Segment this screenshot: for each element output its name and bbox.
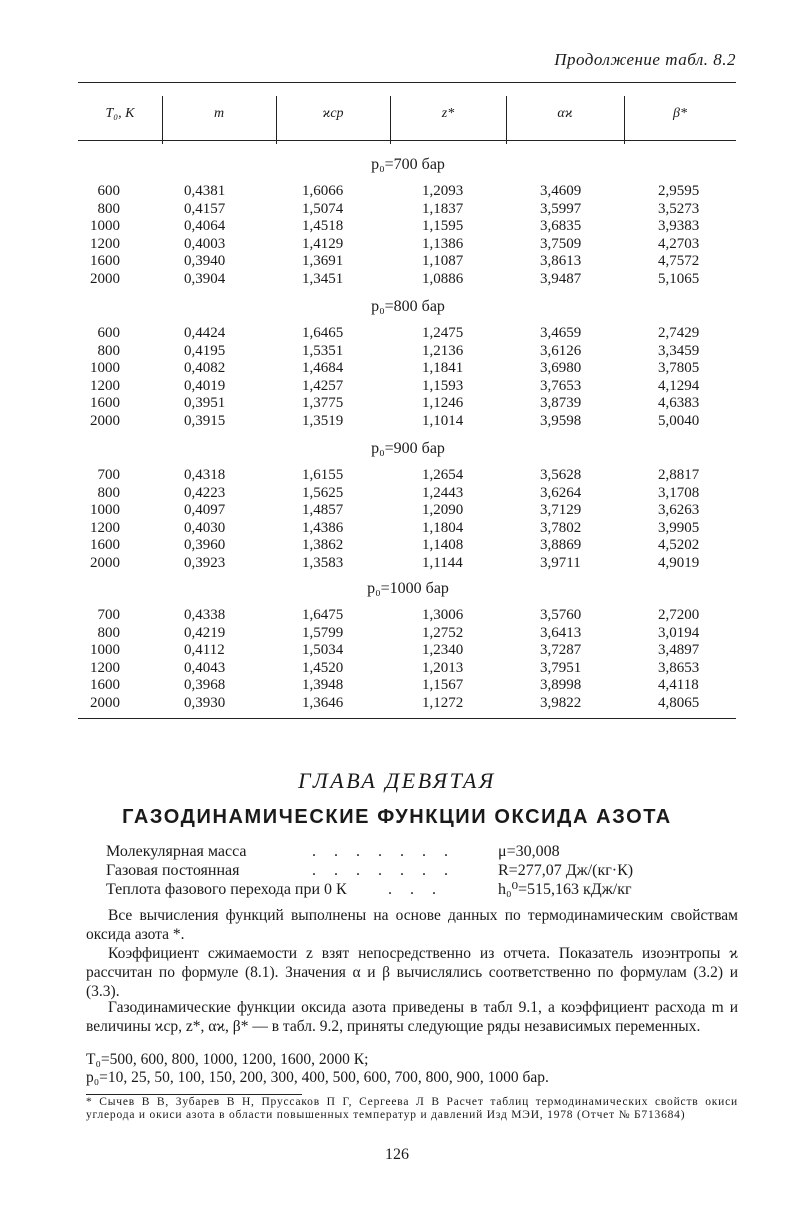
cell-beta-star: 4,2703 xyxy=(658,235,700,252)
cell-t0: 1000 xyxy=(90,218,120,235)
cell-z-star: 1,2475 xyxy=(422,325,464,341)
body-paragraph xyxy=(86,1050,738,1069)
table-header-rule xyxy=(78,140,736,141)
table-row xyxy=(78,659,736,677)
paragraph-text: Коэффициент сжимаемости z взят непосредственно из отчета. Показатель изоэнтропы ϰ рассчитан по формуле (8.1). Значения α и β вычислялись соответственно по формулам (3.2) и (3.3). xyxy=(86,945,738,1000)
cell-m: 0,4082 xyxy=(184,360,226,377)
cell-z-star: 1,2093 xyxy=(422,183,464,199)
property-value: h₀⁰=515,163 кДж/кг xyxy=(498,881,632,898)
cell-beta-star: 5,1065 xyxy=(658,271,700,287)
cell-z-star: 1,2340 xyxy=(422,642,464,659)
cell-kappa-avg: 1,4386 xyxy=(302,519,344,536)
cell-t0: 800 xyxy=(97,484,120,501)
cell-t0: 1000 xyxy=(90,502,120,519)
paragraph-text: Все вычисления функций выполнены на основе данных по термодинамическим свойствам оксида азота *. xyxy=(86,907,738,943)
cell-alpha-kappa: 3,9487 xyxy=(540,271,582,287)
header-beta-star: β* xyxy=(673,106,687,121)
table-row xyxy=(78,270,736,288)
cell-alpha-kappa: 3,5628 xyxy=(540,467,582,483)
cell-t0: 800 xyxy=(97,342,120,359)
cell-alpha-kappa: 3,5760 xyxy=(540,607,582,623)
table-row xyxy=(78,676,736,694)
cell-alpha-kappa: 3,7951 xyxy=(540,659,582,676)
cell-t0: 700 xyxy=(97,467,120,483)
property-value: μ=30,008 xyxy=(498,843,560,860)
cell-z-star: 1,2654 xyxy=(422,467,464,483)
cell-t0: 1200 xyxy=(90,235,120,252)
cell-kappa-avg: 1,4520 xyxy=(302,659,344,676)
cell-t0: 800 xyxy=(97,624,120,641)
cell-z-star: 1,1567 xyxy=(422,677,464,694)
cell-t0: 1200 xyxy=(90,377,120,394)
table-row xyxy=(78,519,736,537)
cell-kappa-avg: 1,5034 xyxy=(302,642,344,659)
table-row xyxy=(78,554,736,572)
table-row xyxy=(78,377,736,395)
cell-t0: 600 xyxy=(97,325,120,341)
cell-m: 0,3951 xyxy=(184,395,226,412)
footnote: * Сычев В В, Зубарев В Н, Пруссаков П Г, Сергеева Л В Расчет таблиц термодинамических свойств окиси углерода и окиси азота в области повышенных температур и давлений Изд МЭИ, 1978 (Отчет № Б713684) xyxy=(86,1096,738,1121)
cell-alpha-kappa: 3,4659 xyxy=(540,325,582,341)
cell-kappa-avg: 1,4857 xyxy=(302,502,344,519)
cell-beta-star: 3,4897 xyxy=(658,642,700,659)
body-paragraph xyxy=(86,1068,738,1087)
header-m: m xyxy=(213,106,225,121)
variable-series-p0: p₀=10, 25, 50, 100, 150, 200, 300, 400, 500, 600, 700, 800, 900, 1000 бар. xyxy=(86,1069,549,1086)
cell-kappa-avg: 1,3691 xyxy=(302,253,344,270)
cell-m: 0,3915 xyxy=(184,413,226,429)
table-header-row xyxy=(78,88,736,138)
cell-beta-star: 2,7200 xyxy=(658,607,700,623)
header-z-star: z* xyxy=(441,106,455,121)
cell-z-star: 1,1593 xyxy=(422,377,464,394)
chapter-title: ГЛАВА ДЕВЯТАЯ xyxy=(298,768,496,793)
cell-kappa-avg: 1,6155 xyxy=(302,467,344,483)
cell-kappa-avg: 1,3451 xyxy=(302,271,344,287)
variable-series-t0: T₀=500, 600, 800, 1000, 1200, 1600, 2000 К; xyxy=(86,1051,369,1068)
cell-kappa-avg: 1,3948 xyxy=(302,677,344,694)
cell-alpha-kappa: 3,8739 xyxy=(540,395,582,412)
page-number: 126 xyxy=(385,1146,409,1163)
cell-alpha-kappa: 3,8869 xyxy=(540,537,582,554)
cell-beta-star: 2,7429 xyxy=(658,325,700,341)
cell-kappa-avg: 1,5074 xyxy=(302,200,344,217)
cell-m: 0,4112 xyxy=(184,642,225,659)
property-line xyxy=(106,861,726,881)
cell-kappa-avg: 1,3646 xyxy=(302,695,344,711)
cell-beta-star: 3,7805 xyxy=(658,360,700,377)
cell-m: 0,4195 xyxy=(184,342,226,359)
cell-beta-star: 3,6263 xyxy=(658,502,700,519)
table-row xyxy=(78,694,736,712)
cell-beta-star: 4,4118 xyxy=(658,677,699,694)
cell-beta-star: 4,5202 xyxy=(658,537,700,554)
property-line xyxy=(106,880,726,900)
cell-beta-star: 3,1708 xyxy=(658,484,700,501)
block-pressure-title: p₀=900 бар xyxy=(371,440,445,457)
cell-kappa-avg: 1,5799 xyxy=(302,624,344,641)
cell-m: 0,4318 xyxy=(184,467,226,483)
cell-beta-star: 3,0194 xyxy=(658,624,700,641)
cell-t0: 2000 xyxy=(90,271,120,287)
table-row xyxy=(78,536,736,554)
cell-beta-star: 3,9905 xyxy=(658,519,700,536)
property-line xyxy=(106,842,726,862)
cell-alpha-kappa: 3,7653 xyxy=(540,377,582,394)
cell-beta-star: 5,0040 xyxy=(658,413,700,429)
cell-z-star: 1,2443 xyxy=(422,484,464,501)
cell-alpha-kappa: 3,7287 xyxy=(540,642,582,659)
cell-m: 0,4424 xyxy=(184,325,226,341)
cell-alpha-kappa: 3,7509 xyxy=(540,235,582,252)
property-value: R=277,07 Дж/(кг·К) xyxy=(498,862,634,879)
cell-kappa-avg: 1,6475 xyxy=(302,607,344,623)
cell-beta-star: 4,7572 xyxy=(658,253,700,270)
cell-kappa-avg: 1,4684 xyxy=(302,360,344,377)
cell-kappa-avg: 1,6465 xyxy=(302,325,344,341)
cell-alpha-kappa: 3,9598 xyxy=(540,413,582,429)
block-pressure-title: p₀=800 бар xyxy=(371,298,445,315)
cell-z-star: 1,1837 xyxy=(422,200,464,217)
cell-beta-star: 3,5273 xyxy=(658,200,700,217)
cell-t0: 1600 xyxy=(90,395,120,412)
property-label: Молекулярная масса xyxy=(106,843,247,860)
table-row xyxy=(78,217,736,235)
cell-kappa-avg: 1,3583 xyxy=(302,555,344,571)
cell-beta-star: 2,9595 xyxy=(658,183,700,199)
cell-alpha-kappa: 3,9711 xyxy=(540,555,581,571)
cell-beta-star: 4,9019 xyxy=(658,555,700,571)
cell-t0: 2000 xyxy=(90,555,120,571)
table-row xyxy=(78,359,736,377)
table-bottom-rule xyxy=(78,718,736,719)
table-row xyxy=(78,342,736,360)
table-row xyxy=(78,641,736,659)
table-row xyxy=(78,394,736,412)
cell-t0: 2000 xyxy=(90,413,120,429)
footnote-rule xyxy=(86,1094,302,1095)
cell-t0: 1200 xyxy=(90,659,120,676)
cell-alpha-kappa: 3,6980 xyxy=(540,360,582,377)
chapter-heading: ГАЗОДИНАМИЧЕСКИЕ ФУНКЦИИ ОКСИДА АЗОТА xyxy=(122,806,672,828)
cell-alpha-kappa: 3,8613 xyxy=(540,253,582,270)
cell-alpha-kappa: 3,9822 xyxy=(540,695,582,711)
cell-z-star: 1,1804 xyxy=(422,519,464,536)
cell-beta-star: 3,8653 xyxy=(658,659,700,676)
cell-alpha-kappa: 3,4609 xyxy=(540,183,582,199)
table-row xyxy=(78,252,736,270)
cell-beta-star: 3,3459 xyxy=(658,342,700,359)
body-paragraph xyxy=(86,906,738,944)
cell-z-star: 1,2013 xyxy=(422,659,464,676)
cell-kappa-avg: 1,5351 xyxy=(302,342,344,359)
cell-m: 0,3930 xyxy=(184,695,226,711)
table-row xyxy=(78,182,736,200)
cell-z-star: 1,1087 xyxy=(422,253,464,270)
cell-t0: 1600 xyxy=(90,537,120,554)
cell-alpha-kappa: 3,8998 xyxy=(540,677,582,694)
table-row xyxy=(78,235,736,253)
cell-alpha-kappa: 3,6126 xyxy=(540,342,582,359)
cell-m: 0,4003 xyxy=(184,235,226,252)
table-row xyxy=(78,466,736,484)
table-continuation-caption: Продолжение табл. 8.2 xyxy=(554,50,736,69)
body-paragraph xyxy=(86,998,738,1036)
cell-m: 0,4064 xyxy=(184,218,226,235)
cell-z-star: 1,3006 xyxy=(422,607,464,623)
cell-m: 0,3940 xyxy=(184,253,226,270)
cell-z-star: 1,1246 xyxy=(422,395,464,412)
cell-beta-star: 4,1294 xyxy=(658,377,700,394)
cell-m: 0,4223 xyxy=(184,484,226,501)
property-label: Газовая постоянная xyxy=(106,862,240,879)
body-paragraph xyxy=(86,944,738,1001)
cell-m: 0,4381 xyxy=(184,183,226,199)
table-row xyxy=(78,501,736,519)
property-label: Теплота фазового перехода при 0 К xyxy=(106,881,347,898)
cell-m: 0,3904 xyxy=(184,271,226,287)
cell-kappa-avg: 1,4129 xyxy=(302,235,344,252)
cell-alpha-kappa: 3,7129 xyxy=(540,502,582,519)
cell-t0: 1000 xyxy=(90,360,120,377)
header-t0: T₀, K xyxy=(105,106,135,121)
cell-alpha-kappa: 3,7802 xyxy=(540,519,582,536)
cell-t0: 1000 xyxy=(90,642,120,659)
table-row xyxy=(78,200,736,218)
cell-m: 0,4338 xyxy=(184,607,226,623)
cell-z-star: 1,1408 xyxy=(422,537,464,554)
cell-m: 0,4219 xyxy=(184,624,226,641)
paragraph-text: Газодинамические функции оксида азота приведены в табл 9.1, а коэффициент расхода m и величины ϰср, z*, αϰ, β* — в табл. 9.2, приняты следующие ряды независимых переменных. xyxy=(86,999,738,1035)
cell-z-star: 1,2752 xyxy=(422,624,464,641)
cell-kappa-avg: 1,3519 xyxy=(302,413,344,429)
cell-m: 0,3960 xyxy=(184,537,226,554)
cell-t0: 2000 xyxy=(90,695,120,711)
cell-beta-star: 4,8065 xyxy=(658,695,700,711)
cell-beta-star: 2,8817 xyxy=(658,467,700,483)
cell-kappa-avg: 1,3775 xyxy=(302,395,344,412)
cell-z-star: 1,1144 xyxy=(422,555,463,571)
header-alpha-kappa: αϰ xyxy=(557,106,573,121)
cell-m: 0,4157 xyxy=(184,200,226,217)
cell-t0: 1600 xyxy=(90,253,120,270)
property-leader: . . . . . . . xyxy=(312,862,455,879)
cell-z-star: 1,1014 xyxy=(422,413,464,429)
cell-m: 0,4043 xyxy=(184,659,226,676)
cell-m: 0,3923 xyxy=(184,555,226,571)
cell-z-star: 1,1841 xyxy=(422,360,464,377)
cell-z-star: 1,2090 xyxy=(422,502,464,519)
table-row xyxy=(78,412,736,430)
cell-m: 0,4030 xyxy=(184,519,226,536)
cell-beta-star: 4,6383 xyxy=(658,395,700,412)
cell-kappa-avg: 1,4257 xyxy=(302,377,344,394)
block-pressure-title: p₀=1000 бар xyxy=(367,580,449,597)
cell-kappa-avg: 1,4518 xyxy=(302,218,344,235)
cell-m: 0,4019 xyxy=(184,377,226,394)
cell-t0: 1200 xyxy=(90,519,120,536)
table-row xyxy=(78,624,736,642)
block-pressure-title: p₀=700 бар xyxy=(371,156,445,173)
property-leader: . . . . . . . xyxy=(312,843,455,860)
cell-alpha-kappa: 3,6264 xyxy=(540,484,582,501)
cell-kappa-avg: 1,3862 xyxy=(302,537,344,554)
cell-kappa-avg: 1,5625 xyxy=(302,484,344,501)
cell-m: 0,3968 xyxy=(184,677,226,694)
header-kappa-avg: ϰср xyxy=(322,106,344,121)
property-leader: . . . xyxy=(388,881,443,898)
cell-z-star: 1,2136 xyxy=(422,342,464,359)
table-top-rule xyxy=(78,82,736,83)
cell-z-star: 1,0886 xyxy=(422,271,464,287)
cell-beta-star: 3,9383 xyxy=(658,218,700,235)
cell-z-star: 1,1272 xyxy=(422,695,464,711)
table-row xyxy=(78,606,736,624)
cell-alpha-kappa: 3,6413 xyxy=(540,624,582,641)
cell-alpha-kappa: 3,6835 xyxy=(540,218,582,235)
cell-m: 0,4097 xyxy=(184,502,226,519)
cell-t0: 600 xyxy=(97,183,120,199)
cell-kappa-avg: 1,6066 xyxy=(302,183,344,199)
cell-t0: 1600 xyxy=(90,677,120,694)
cell-z-star: 1,1386 xyxy=(422,235,464,252)
table-row xyxy=(78,484,736,502)
cell-alpha-kappa: 3,5997 xyxy=(540,200,582,217)
table-row xyxy=(78,324,736,342)
cell-z-star: 1,1595 xyxy=(422,218,464,235)
cell-t0: 700 xyxy=(97,607,120,623)
cell-t0: 800 xyxy=(97,200,120,217)
